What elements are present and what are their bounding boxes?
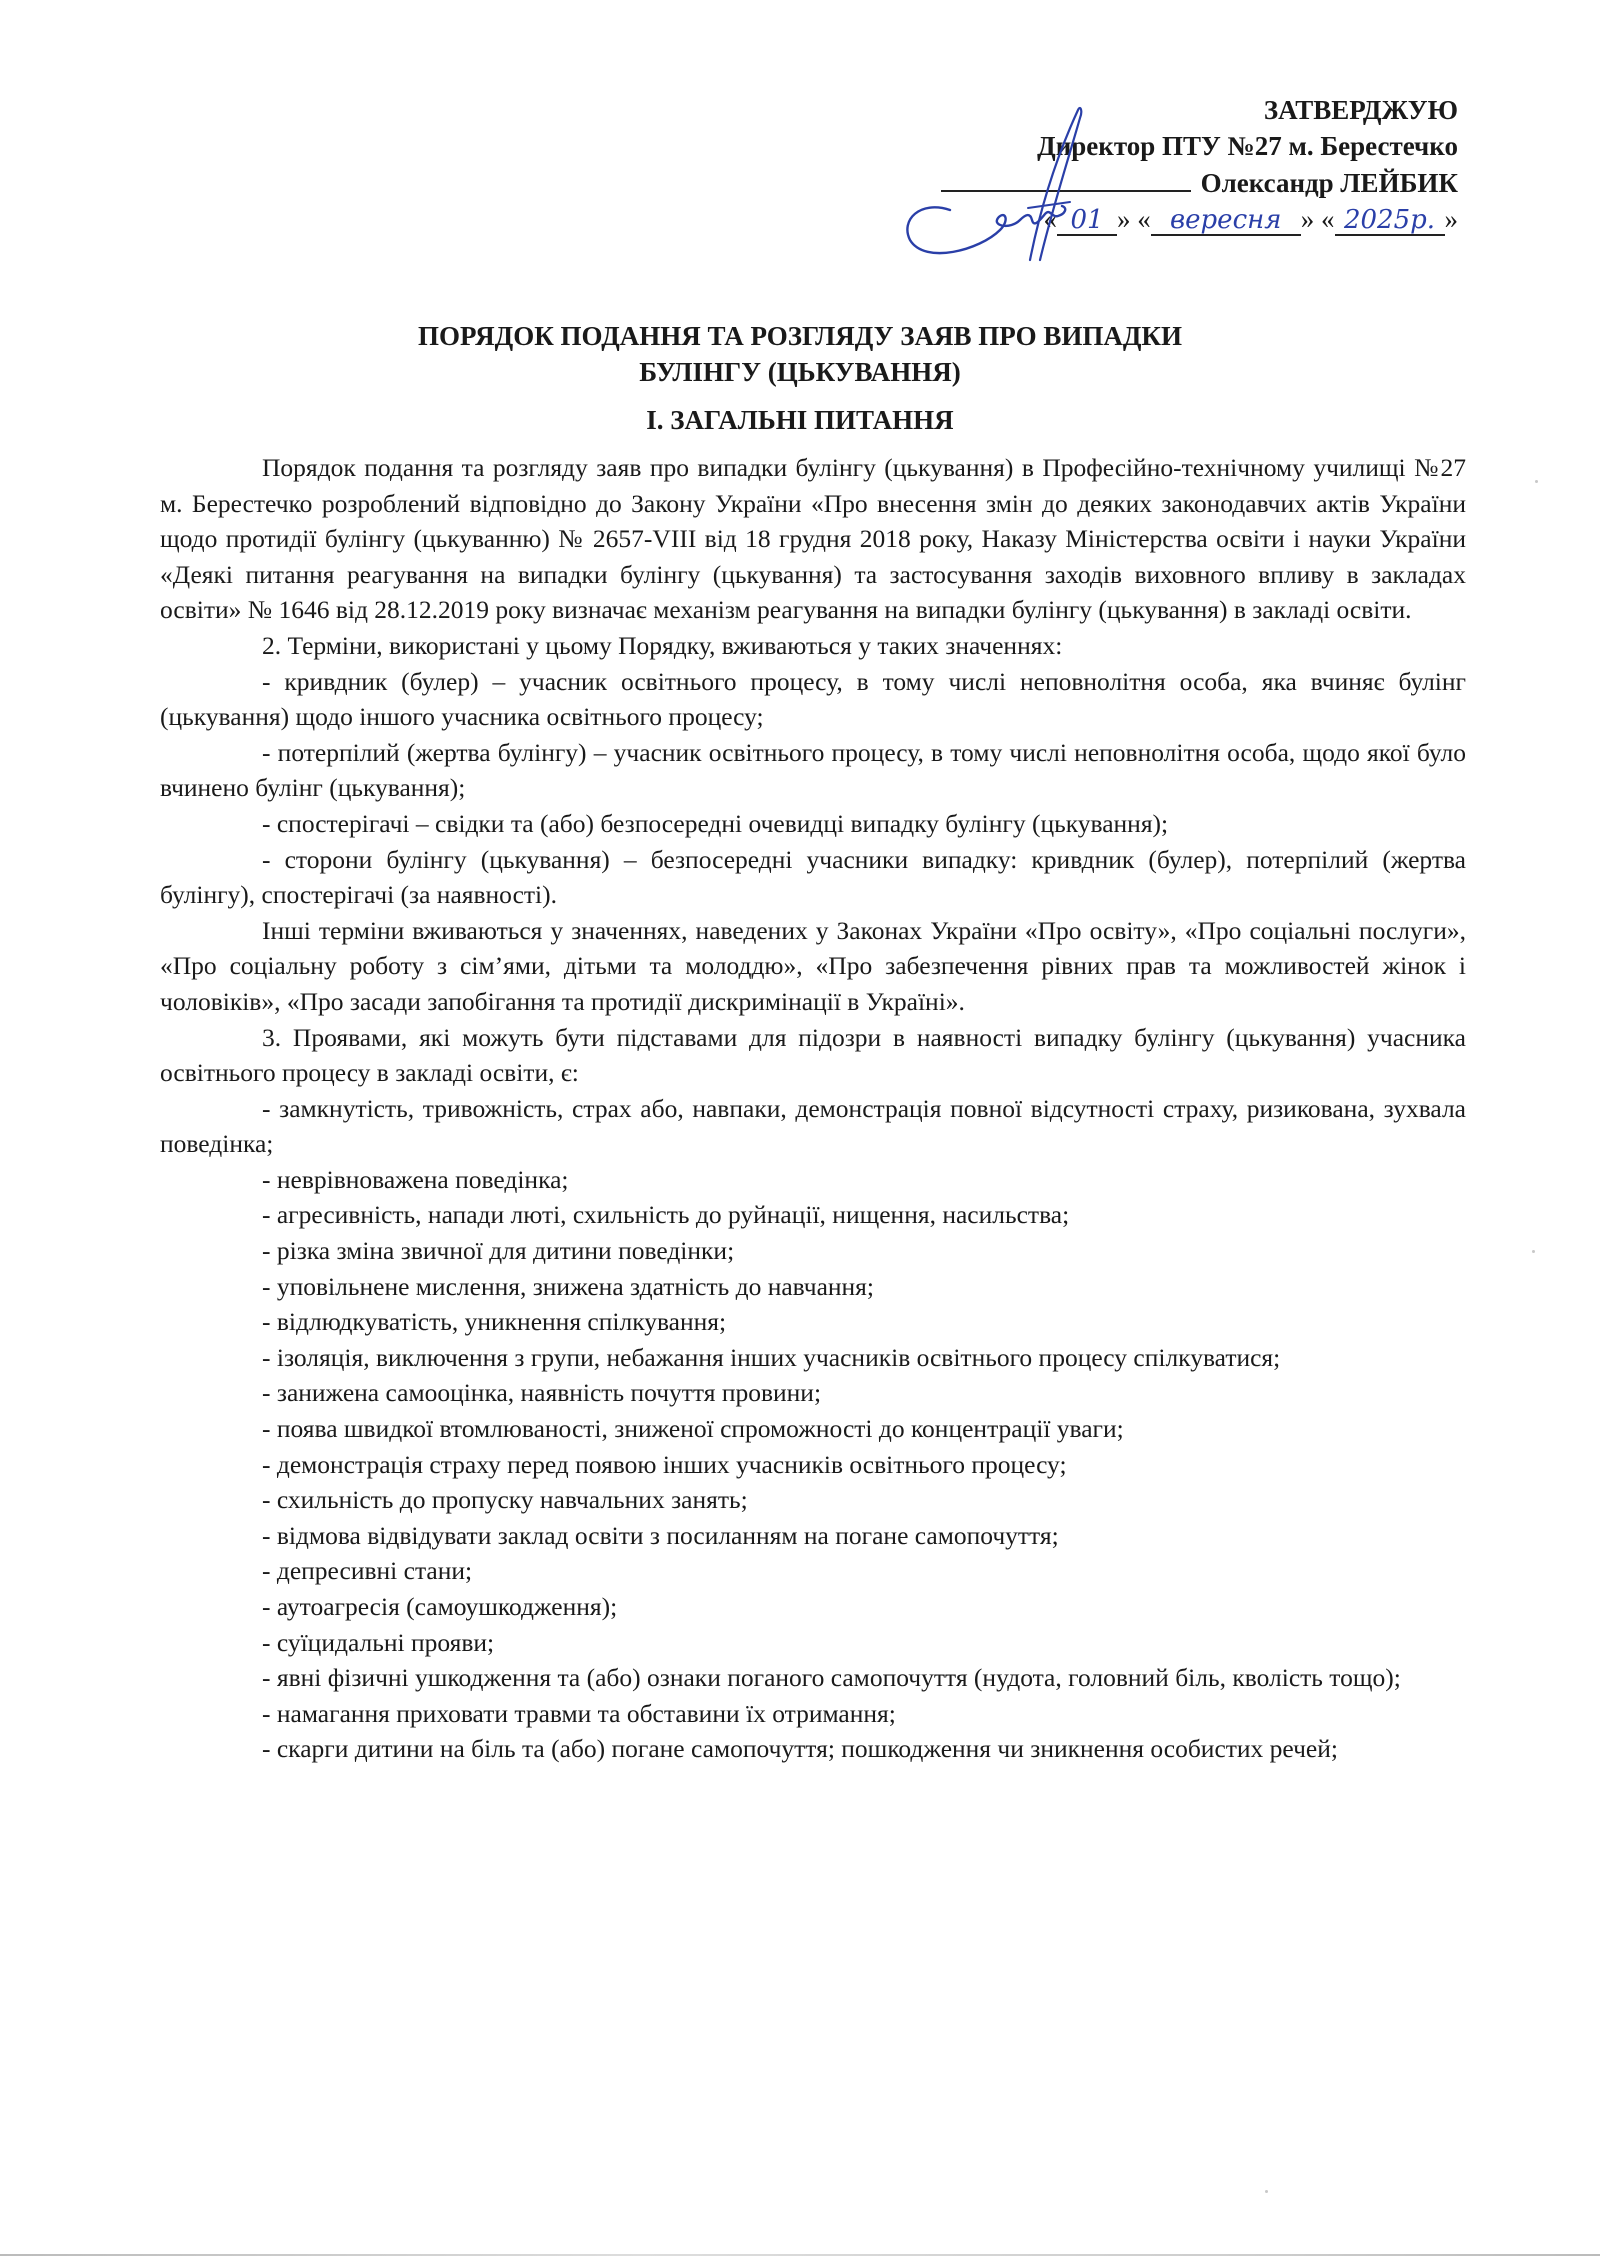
list-item: - замкнутість, тривожність, страх або, навпаки, демонстрація повної відсутності страху, ризикована, зухвала поведінка; bbox=[160, 1093, 1466, 1159]
scan-edge-line bbox=[0, 2254, 1600, 2256]
list-item: - поява швидкої втомлюваності, зниженої спроможності до концентрації уваги; bbox=[262, 1414, 1124, 1444]
paragraph: Інші терміни вживаються у значеннях, наведених у Законах України «Про освіту», «Про соціальні послуги», «Про соціальну роботу з сім’ями, дітьми та молоддю», «Про забезпечення рівних прав та можливостей жінок і чоловіків», «Про засади запобігання та протидії дискримінації в Україні». bbox=[160, 915, 1466, 1016]
signature-line bbox=[941, 164, 1191, 192]
list-item: - агресивність, напади люті, схильність до руйнації, нищення, насильства; bbox=[262, 1200, 1070, 1230]
list-item: - кривдник (булер) – учасник освітнього процесу, в тому числі неповнолітня особа, яка вчиняє булінг (цькування) щодо іншого учасника освітнього процесу; bbox=[160, 666, 1466, 732]
quote-open: « bbox=[1137, 204, 1151, 234]
list-item: - депресивні стани; bbox=[262, 1556, 473, 1586]
scan-speck bbox=[1265, 2190, 1268, 2193]
list-item: - аутоагресія (самоушкодження); bbox=[262, 1592, 618, 1621]
list-item: - відмова відвідувати заклад освіти з посиланням на погане самопочуття; bbox=[262, 1520, 1059, 1550]
title-line-2: БУЛІНГУ (ЦЬКУВАННЯ) bbox=[639, 357, 961, 387]
document-title bbox=[0, 318, 1600, 390]
list-item: - спостерігачі – свідки та (або) безпосередні очевидці випадку булінгу (цькування); bbox=[262, 808, 1169, 838]
date-year: 2025р. bbox=[1335, 206, 1445, 236]
quote-close: » bbox=[1444, 204, 1458, 234]
date-month: вересня bbox=[1151, 206, 1301, 236]
approval-name: Олександр ЛЕЙБИК bbox=[1200, 168, 1458, 198]
quote-open: « bbox=[1043, 204, 1057, 234]
scan-speck bbox=[1532, 1250, 1535, 1253]
list-item: - уповільнене мислення, знижена здатність до навчання; bbox=[262, 1271, 874, 1301]
quote-open: « bbox=[1321, 204, 1335, 234]
quote-close: » bbox=[1117, 204, 1131, 234]
date-day: 01 bbox=[1057, 206, 1117, 236]
list-item: - відлюдкуватість, уникнення спілкування; bbox=[262, 1307, 727, 1337]
approval-block bbox=[818, 92, 1458, 237]
list-item: - схильність до пропуску навчальних занять; bbox=[262, 1485, 748, 1515]
scan-speck bbox=[1535, 480, 1538, 483]
list-item: - занижена самооцінка, наявність почуття провини; bbox=[262, 1378, 822, 1408]
list-item: - ізоляція, виключення з групи, небажання інших учасників освітнього процесу спілкуватися; bbox=[262, 1342, 1281, 1372]
paragraph: Порядок подання та розгляду заяв про випадки булінгу (цькування) в Професійно-технічному училищі №27 м. Берестечко розроблений відповідно до Закону України «Про внесення змін до деяких законодавчих актів України щодо протидії булінгу (цькуванню) № 2657-VIII від 18 грудня 2018 року, Наказу Міністерства освіти і науки України «Деякі питання реагування на випадки булінгу (цькування) та застосування заходів виховного впливу в закладах освіти» № 1646 від 28.12.2019 року визначає механізм реагування на випадки булінгу (цькування) в закладі освіти. bbox=[160, 453, 1466, 625]
list-item: - намагання приховати травми та обставини їх отримання; bbox=[262, 1698, 896, 1728]
list-item: - потерпілий (жертва булінгу) – учасник освітнього процесу, в тому числі неповнолітня особа, щодо якої було вчинено булінг (цькування); bbox=[160, 737, 1466, 803]
approval-name-row bbox=[818, 164, 1458, 201]
title-line-1: ПОРЯДОК ПОДАННЯ ТА РОЗГЛЯДУ ЗАЯВ ПРО ВИПАДКИ bbox=[418, 321, 1182, 351]
list-item: - неврівноважена поведінка; bbox=[262, 1164, 569, 1194]
list-item: - різка зміна звичної для дитини поведінки; bbox=[262, 1236, 735, 1266]
list-item: - скарги дитини на біль та (або) погане самопочуття; пошкодження чи зникнення особистих речей; bbox=[262, 1734, 1338, 1764]
document-body bbox=[160, 450, 1466, 1767]
list-item: - демонстрація страху перед появою інших учасників освітнього процесу; bbox=[262, 1449, 1067, 1479]
list-item: - явні фізичні ушкодження та (або) ознаки поганого самопочуття (нудота, головний біль, кволість тощо); bbox=[262, 1663, 1401, 1693]
approval-date bbox=[818, 201, 1458, 237]
approval-position: Директор ПТУ №27 м. Берестечко bbox=[1037, 131, 1458, 161]
paragraph: 2. Терміни, використані у цьому Порядку, вживаються у таких значеннях: bbox=[262, 630, 1063, 660]
section-heading: I. ЗАГАЛЬНІ ПИТАННЯ bbox=[646, 405, 954, 435]
list-item: - суїцидальні прояви; bbox=[262, 1627, 495, 1657]
list-item: - сторони булінгу (цькування) – безпосередні учасники випадку: кривдник (булер), потерпілий (жертва булінгу), спостерігачі (за наявності). bbox=[160, 844, 1466, 910]
paragraph: 3. Проявами, які можуть бути підставами для підозри в наявності випадку булінгу (цькування) учасника освітнього процесу в закладі освіти, є: bbox=[160, 1022, 1466, 1088]
quote-close: » bbox=[1300, 204, 1315, 234]
approval-heading: ЗАТВЕРДЖУЮ bbox=[1263, 95, 1458, 125]
